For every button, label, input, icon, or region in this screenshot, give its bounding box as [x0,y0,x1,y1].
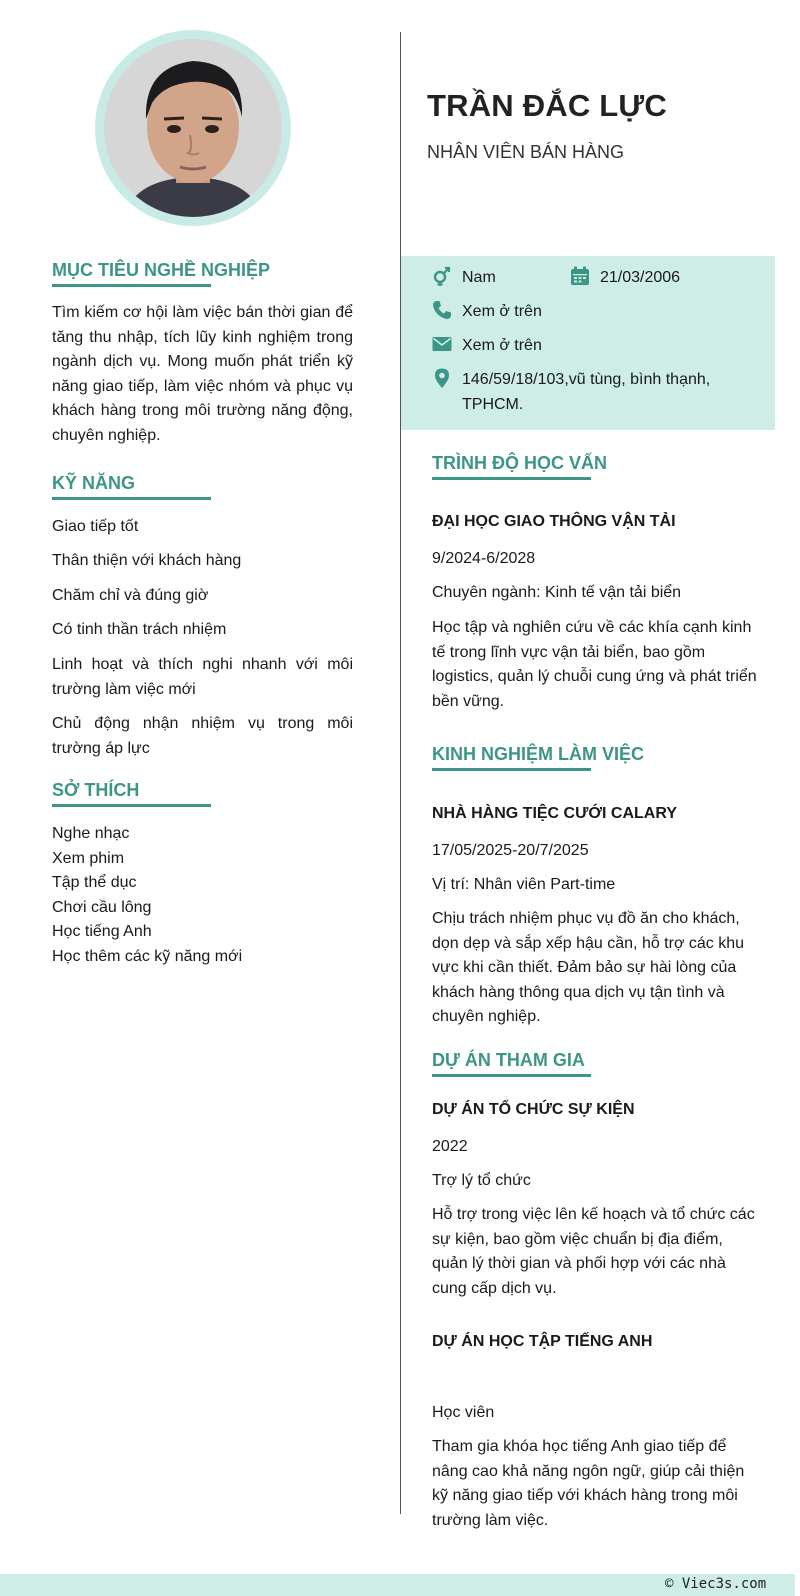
project-role: Trợ lý tổ chức [432,1172,531,1189]
experience-company: NHÀ HÀNG TIỆC CƯỚI CALARY [432,805,677,822]
gender-icon [432,266,452,286]
skill-item: Giao tiếp tốt [52,518,139,535]
avatar-portrait [104,39,282,217]
hobby-item: Chơi cầu lông [52,899,152,916]
projects-underline [432,1074,591,1077]
education-school: ĐẠI HỌC GIAO THÔNG VẬN TẢI [432,513,676,530]
phone-icon [432,300,452,320]
hobby-item: Xem phim [52,850,125,867]
job-title: NHÂN VIÊN BÁN HÀNG [427,142,625,162]
skill-item: Linh hoạt và thích nghi nhanh với môi trường làm việc mới [52,656,353,698]
education-period: 9/2024-6/2028 [432,550,536,567]
hobby-item: Học tiếng Anh [52,923,152,940]
gender-value: Nam [462,269,496,286]
hobby-item: Học thêm các kỹ năng mới [52,948,243,965]
project-description: Tham gia khóa học tiếng Anh giao tiếp để nâng cao khả năng ngôn ngữ, giúp cải thiện kỹ năng giao tiếp với khách hàng trong môi trường làm việc. [432,1438,745,1529]
avatar [104,39,282,217]
education-description: Học tập và nghiên cứu về các khía cạnh kinh tế trong lĩnh vực vận tải biển, bao gồm logistics, quản lý chuỗi cung ứng và phát triển bền vững. [432,619,757,710]
objective-text: Tìm kiếm cơ hội làm việc bán thời gian để tăng thu nhập, tích lũy kinh nghiệm trong ngành dịch vụ. Mong muốn phát triển kỹ năng giao tiếp, làm việc nhóm và phục vụ khách hàng trong môi trường năng động, chuyên nghiệp. [52,304,353,444]
column-divider [400,32,401,1514]
skills-underline [52,497,211,500]
hobbies-title: SỞ THÍCH [52,780,140,800]
skill-item: Chăm chỉ và đúng giờ [52,587,209,604]
experience-position: Vị trí: Nhân viên Part-time [432,876,616,893]
skill-item: Chủ động nhận nhiệm vụ trong môi trường áp lực [52,715,353,757]
experience-title: KINH NGHIỆM LÀM VIỆC [432,744,645,764]
education-major: Chuyên ngành: Kinh tế vận tải biển [432,584,682,601]
skills-title: KỸ NĂNG [52,473,136,493]
email-icon [432,334,452,354]
education-title: TRÌNH ĐỘ HỌC VẤN [432,453,607,473]
email-value: Xem ở trên [462,337,542,354]
location-pin-icon [432,368,452,388]
objective-underline [52,284,211,287]
project-role: Học viên [432,1404,495,1421]
calendar-icon [570,266,590,286]
experience-period: 17/05/2025-20/7/2025 [432,842,589,859]
project-name: DỰ ÁN HỌC TẬP TIẾNG ANH [432,1333,653,1350]
project-year: 2022 [432,1138,468,1155]
address-line-2: TPHCM. [462,396,524,413]
phone-value: Xem ở trên [462,303,542,320]
address-line-1: 146/59/18/103,vũ tùng, bình thạnh, [462,371,711,388]
candidate-name: TRẦN ĐẮC LỰC [427,88,667,123]
project-description: Hỗ trợ trong việc lên kế hoạch và tổ chức các sự kiện, bao gồm việc chuẩn bị địa điểm, quản lý thời gian và phối hợp với các nhà cung cấp dịch vụ. [432,1206,755,1297]
hobby-item: Tập thể dục [52,874,137,891]
education-underline [432,477,591,480]
project-name: DỰ ÁN TỔ CHỨC SỰ KIỆN [432,1101,635,1118]
hobby-item: Nghe nhạc [52,825,130,842]
skill-item: Thân thiện với khách hàng [52,552,242,569]
hobbies-underline [52,804,211,807]
projects-title: DỰ ÁN THAM GIA [432,1050,585,1070]
birthday-value: 21/03/2006 [600,269,681,286]
objective-title: MỤC TIÊU NGHỀ NGHIỆP [52,260,271,280]
experience-description: Chịu trách nhiệm phục vụ đồ ăn cho khách, dọn dẹp và sắp xếp hậu cần, hỗ trợ các khu vực khi cần thiết. Đảm bảo sự hài lòng của khách hàng thông qua dịch vụ tận tình và chuyên nghiệp. [432,910,745,1025]
footer-credit: © Viec3s.com [665,1576,767,1592]
skill-item: Có tinh thần trách nhiệm [52,621,227,638]
experience-underline [432,768,591,771]
